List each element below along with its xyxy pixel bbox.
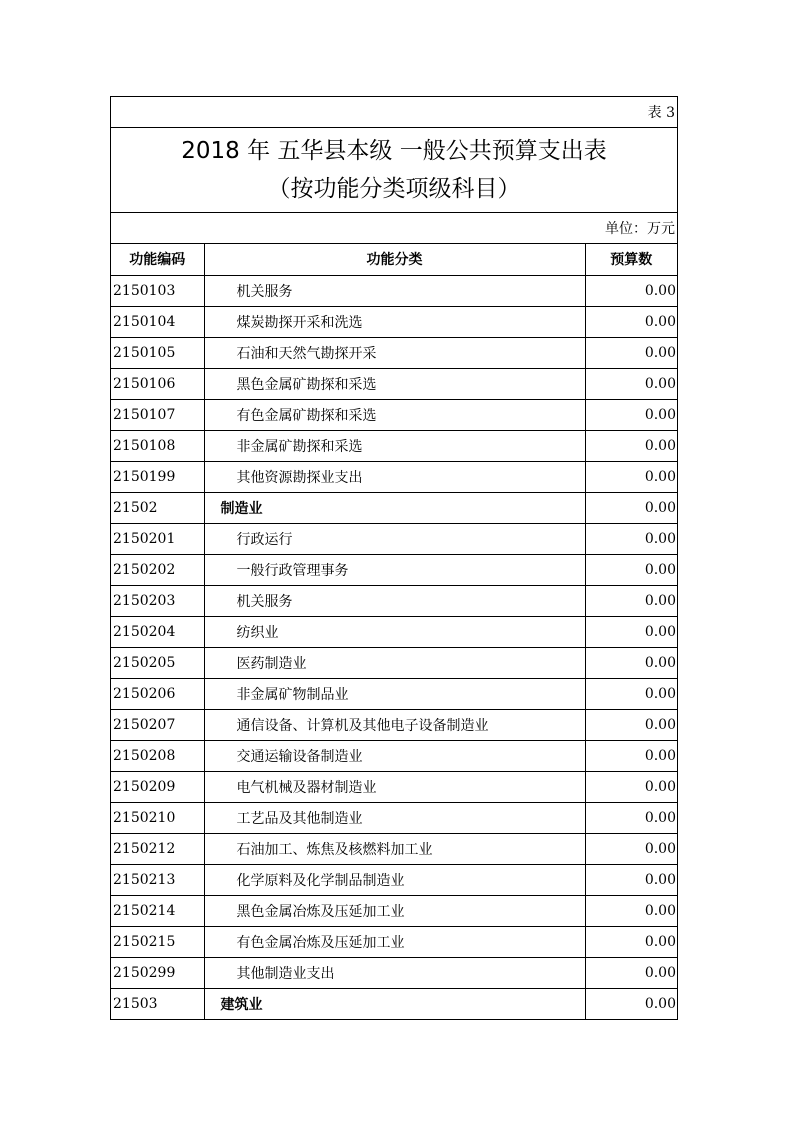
row-value: 0.00 bbox=[585, 771, 677, 802]
row-value: 0.00 bbox=[585, 802, 677, 833]
unit-row bbox=[111, 213, 677, 244]
row-name: 纺织业 bbox=[204, 616, 585, 647]
row-value: 0.00 bbox=[644, 282, 676, 299]
row-value: 0.00 bbox=[585, 616, 677, 647]
row-name: 石油加工、炼焦及核燃料加工业 bbox=[204, 833, 585, 864]
row-value: 0.00 bbox=[585, 368, 677, 399]
table-row bbox=[111, 368, 677, 399]
table-row bbox=[111, 585, 677, 616]
row-name: 化学原料及化学制品制造业 bbox=[204, 864, 585, 895]
row-name: 制造业 bbox=[204, 492, 585, 523]
row-code: 2150104 bbox=[111, 306, 204, 337]
table-row bbox=[111, 337, 677, 368]
row-value: 0.00 bbox=[585, 337, 677, 368]
row-name: 非金属矿物制品业 bbox=[204, 678, 585, 709]
row-code: 2150207 bbox=[111, 709, 204, 740]
row-value: 0.00 bbox=[585, 740, 677, 771]
row-value: 0.00 bbox=[585, 430, 677, 461]
row-name: 机关服务 bbox=[204, 275, 585, 306]
budget-table bbox=[111, 244, 677, 1019]
row-name: 石油和天然气勘探开采 bbox=[204, 337, 585, 368]
table-row bbox=[111, 926, 677, 957]
row-value: 0.00 bbox=[585, 957, 677, 988]
column-header-name: 功能分类 bbox=[204, 244, 585, 275]
row-name: 非金属矿勘探和采选 bbox=[204, 430, 585, 461]
row-value: 0.00 bbox=[585, 585, 677, 616]
table-row bbox=[111, 833, 677, 864]
row-code: 2150212 bbox=[111, 833, 204, 864]
table-row bbox=[111, 864, 677, 895]
unit-label: 单位：万元 bbox=[605, 221, 675, 237]
row-name: 机关服务 bbox=[204, 585, 585, 616]
table-row bbox=[111, 802, 677, 833]
row-name: 其他制造业支出 bbox=[204, 957, 585, 988]
row-code: 2150108 bbox=[111, 430, 204, 461]
row-value: 0.00 bbox=[585, 523, 677, 554]
table-row bbox=[111, 740, 677, 771]
row-name: 黑色金属矿勘探和采选 bbox=[204, 368, 585, 399]
page-subtitle: （按功能分类项级科目） bbox=[267, 176, 521, 202]
row-value: 0.00 bbox=[585, 988, 677, 1019]
row-name: 工艺品及其他制造业 bbox=[204, 802, 585, 833]
table-row bbox=[111, 678, 677, 709]
row-code: 2150214 bbox=[111, 895, 204, 926]
row-name: 一般行政管理事务 bbox=[204, 554, 585, 585]
row-code: 2150199 bbox=[111, 461, 204, 492]
table-body bbox=[111, 275, 677, 1019]
row-name: 医药制造业 bbox=[204, 647, 585, 678]
column-header-code: 功能编码 bbox=[111, 244, 204, 275]
row-code: 2150208 bbox=[111, 740, 204, 771]
table-row bbox=[111, 492, 677, 523]
row-name: 其他资源勘探业支出 bbox=[204, 461, 585, 492]
row-code: 2150213 bbox=[111, 864, 204, 895]
page-title: 2018 年 五华县本级 一般公共预算支出表 bbox=[181, 138, 607, 164]
row-value: 0.00 bbox=[585, 926, 677, 957]
row-name: 有色金属矿勘探和采选 bbox=[204, 399, 585, 430]
row-code: 2150103 bbox=[111, 275, 204, 306]
row-name: 有色金属冶炼及压延加工业 bbox=[204, 926, 585, 957]
row-code: 2150205 bbox=[111, 647, 204, 678]
table-row bbox=[111, 306, 677, 337]
row-code: 2150201 bbox=[111, 523, 204, 554]
table-row bbox=[111, 895, 677, 926]
table-row bbox=[111, 771, 677, 802]
row-name: 煤炭勘探开采和洗选 bbox=[204, 306, 585, 337]
row-value: 0.00 bbox=[585, 492, 677, 523]
table-row bbox=[111, 554, 677, 585]
row-code: 2150106 bbox=[111, 368, 204, 399]
table-row bbox=[111, 430, 677, 461]
row-value: 0.00 bbox=[585, 864, 677, 895]
row-name: 交通运输设备制造业 bbox=[204, 740, 585, 771]
row-name: 行政运行 bbox=[204, 523, 585, 554]
row-code: 2150203 bbox=[111, 585, 204, 616]
row-code: 2150209 bbox=[111, 771, 204, 802]
row-code: 2150204 bbox=[111, 616, 204, 647]
row-code: 2150202 bbox=[111, 554, 204, 585]
row-value: 0.00 bbox=[585, 554, 677, 585]
row-code: 2150105 bbox=[111, 337, 204, 368]
row-value: 0.00 bbox=[585, 399, 677, 430]
table-row bbox=[111, 709, 677, 740]
row-code: 21502 bbox=[111, 492, 204, 523]
table-row bbox=[111, 957, 677, 988]
table-row bbox=[111, 647, 677, 678]
table-label-row bbox=[111, 97, 677, 128]
budget-table-sheet bbox=[110, 96, 678, 1020]
table-row bbox=[111, 523, 677, 554]
column-header-value: 预算数 bbox=[585, 244, 677, 275]
row-value: 0.00 bbox=[585, 306, 677, 337]
row-code: 2150107 bbox=[111, 399, 204, 430]
header-row bbox=[111, 244, 677, 275]
row-name: 黑色金属冶炼及压延加工业 bbox=[204, 895, 585, 926]
row-code: 21503 bbox=[111, 988, 204, 1019]
row-value: 0.00 bbox=[585, 647, 677, 678]
row-value: 0.00 bbox=[585, 833, 677, 864]
row-code: 2150215 bbox=[111, 926, 204, 957]
row-value: 0.00 bbox=[585, 678, 677, 709]
table-row bbox=[111, 616, 677, 647]
table-row bbox=[111, 988, 677, 1019]
table-row bbox=[111, 275, 677, 306]
table-label: 表 3 bbox=[647, 105, 675, 121]
row-value: 0.00 bbox=[585, 461, 677, 492]
row-value: 0.00 bbox=[585, 709, 677, 740]
row-code: 2150210 bbox=[111, 802, 204, 833]
row-value: 0.00 bbox=[585, 895, 677, 926]
row-code: 2150206 bbox=[111, 678, 204, 709]
title-block bbox=[111, 128, 677, 213]
table-header bbox=[111, 244, 677, 275]
table-row bbox=[111, 461, 677, 492]
row-name: 电气机械及器材制造业 bbox=[204, 771, 585, 802]
table-row bbox=[111, 399, 677, 430]
row-name: 通信设备、计算机及其他电子设备制造业 bbox=[204, 709, 585, 740]
row-code: 2150299 bbox=[111, 957, 204, 988]
row-name: 建筑业 bbox=[204, 988, 585, 1019]
